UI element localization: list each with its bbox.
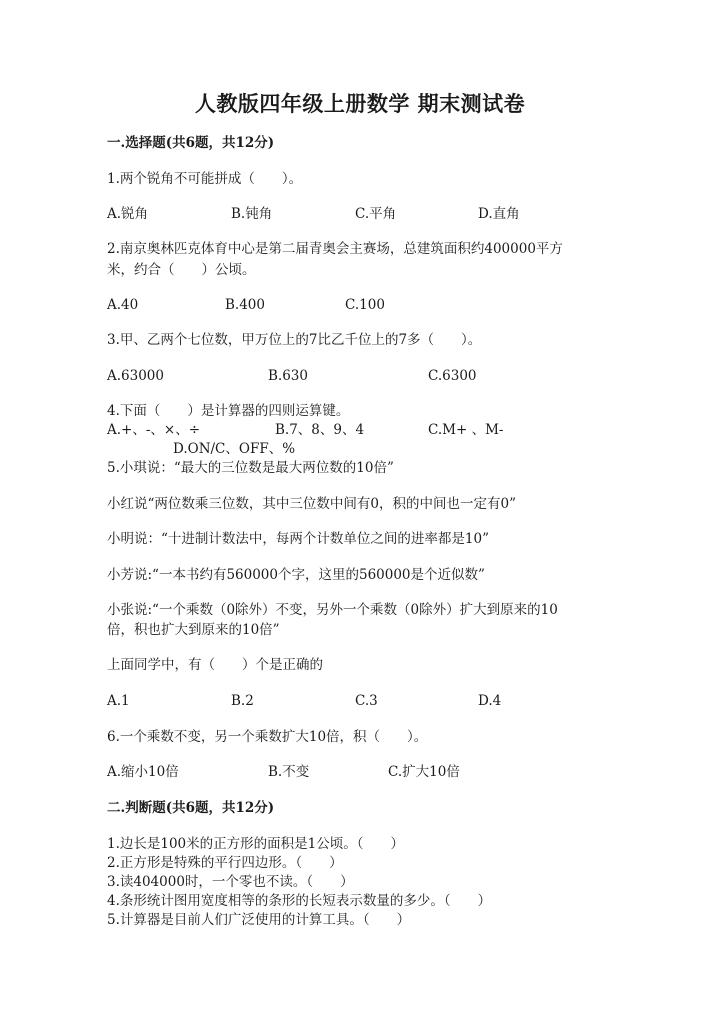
q5-statement-xiaofang: 小芳说:“一本书约有560000个字，这里的560000是个近似数” xyxy=(107,567,485,583)
judge-item-1: 1.边长是100米的正方形的面积是1公顷。（ ） xyxy=(107,836,404,852)
q3-stem: 3.甲、乙两个七位数，甲万位上的7比乙千位上的7多（ ）。 xyxy=(107,332,482,348)
q1-option-d: D.直角 xyxy=(478,206,520,222)
q5-question: 上面同学中，有（ ）个是正确的 xyxy=(107,657,323,673)
q1-option-a: A.锐角 xyxy=(107,206,149,222)
section1-heading: 一.选择题(共6题，共12分) xyxy=(107,135,275,151)
q1-option-b: B.钝角 xyxy=(231,206,273,222)
q5-option-d: D.4 xyxy=(478,693,502,709)
q5-option-c: C.3 xyxy=(355,693,378,709)
q3-option-b: B.630 xyxy=(268,368,308,384)
q5-statement-xiaohong: 小红说“两位数乘三位数，其中三位数中间有0，积的中间也一定有0” xyxy=(107,496,516,512)
section2-heading: 二.判断题(共6题，共12分) xyxy=(107,800,275,816)
q6-option-b: B.不变 xyxy=(268,764,310,780)
q1-stem: 1.两个锐角不可能拼成（ ）。 xyxy=(107,171,303,187)
q4-option-d: D.ON/C、OFF、% xyxy=(173,441,296,457)
q5-stem: 5.小琪说：“最大的三位数是最大两位数的10倍” xyxy=(107,460,394,476)
q2-stem-line2: 米，约合（ ）公顷。 xyxy=(107,262,256,278)
judge-item-2: 2.正方形是特殊的平行四边形。（ ） xyxy=(107,855,343,871)
q2-option-c: C.100 xyxy=(345,297,385,313)
q3-option-a: A.63000 xyxy=(107,368,164,384)
q6-option-c: C.扩大10倍 xyxy=(388,764,460,780)
q5-statement-xiaozhang-line1: 小张说:“一个乘数（0除外）不变，另外一个乘数（0除外）扩大到原来的10 xyxy=(107,602,558,618)
q6-option-a: A.缩小10倍 xyxy=(107,764,179,780)
page-title: 人教版四年级上册数学 期末测试卷 xyxy=(194,91,526,116)
q5-statement-xiaozhang-line2: 倍，积也扩大到原来的10倍” xyxy=(107,622,280,638)
judge-item-5: 5.计算器是目前人们广泛使用的计算工具。（ ） xyxy=(107,912,411,928)
q1-option-c: C.平角 xyxy=(355,206,397,222)
q5-option-a: A.1 xyxy=(107,693,130,709)
q2-option-a: A.40 xyxy=(107,297,139,313)
q4-option-b: B.7、8、9、4 xyxy=(275,422,365,438)
q5-option-b: B.2 xyxy=(231,693,254,709)
q5-statement-xiaoming: 小明说：“十进制计数法中，每两个计数单位之间的进率都是10” xyxy=(107,531,489,547)
judge-item-3: 3.读404000时，一个零也不读。（ ） xyxy=(107,874,354,890)
q2-option-b: B.400 xyxy=(225,297,265,313)
q4-option-c: C.M+ 、M- xyxy=(428,422,504,438)
judge-item-4: 4.条形统计图用宽度相等的条形的长短表示数量的多少。（ ） xyxy=(107,893,492,909)
q4-option-a: A.+、-、×、÷ xyxy=(107,422,201,438)
q3-option-c: C.6300 xyxy=(428,368,477,384)
q2-stem-line1: 2.南京奥林匹克体育中心是第二届青奥会主赛场，总建筑面积约400000平方 xyxy=(107,241,563,257)
q4-stem: 4.下面（ ）是计算器的四则运算键。 xyxy=(107,403,350,419)
q6-stem: 6.一个乘数不变，另一个乘数扩大10倍，积（ ）。 xyxy=(107,729,428,745)
